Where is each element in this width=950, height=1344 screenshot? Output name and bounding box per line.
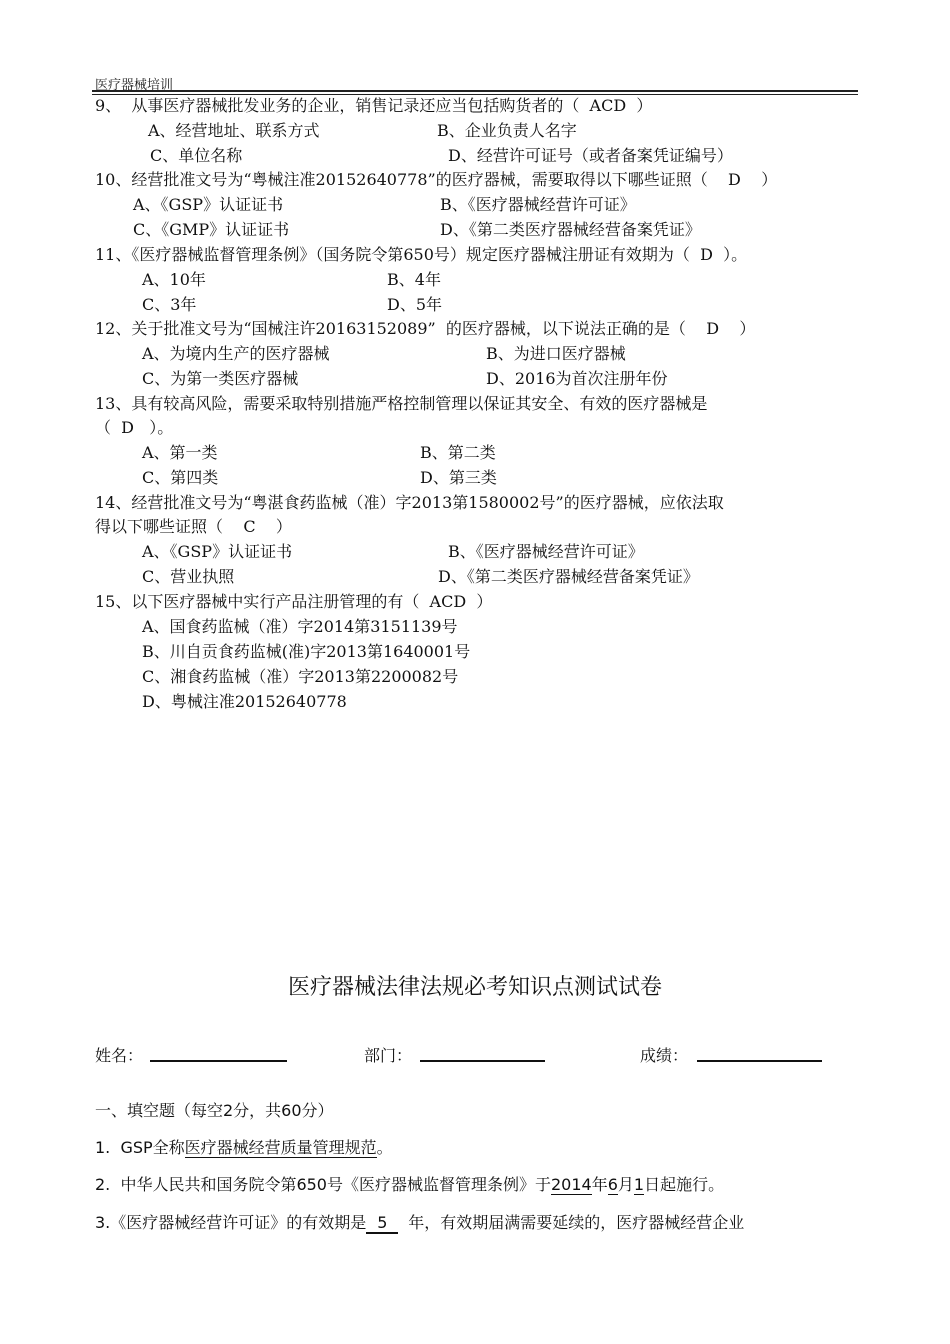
option-9b: B、企业负责人名字 — [437, 121, 577, 140]
dept-label: 部门： — [364, 1046, 413, 1065]
question-12: 12、关于批准文号为“国械注许20163152089” 的医疗器械，以下说法正确的是（ D ） — [95, 319, 756, 338]
option-11c: C、3年 — [142, 295, 197, 314]
header-rule-thin — [92, 94, 858, 95]
option-15b: B、川自贡食药监械(准)字2013第1640001号 — [142, 642, 471, 661]
question-13-cont: （ D ）。 — [95, 418, 174, 437]
q3-answer: 5 — [366, 1213, 398, 1234]
option-15a: A、国食药监械（准）字2014第3151139号 — [142, 617, 458, 636]
header-rule — [92, 90, 858, 92]
question-14-cont: 得以下哪些证照（ C ） — [95, 517, 292, 536]
q2-month-unit: 月 — [617, 1175, 634, 1194]
option-13c: C、第四类 — [142, 468, 219, 487]
option-11d: D、5年 — [387, 295, 443, 314]
q2-year: 2014 — [550, 1175, 592, 1194]
option-12a: A、为境内生产的医疗器械 — [142, 344, 330, 363]
option-13b: B、第二类 — [420, 443, 496, 462]
question-10: 10、经营批准文号为“粤械注准20152640778”的医疗器械，需要取得以下哪些证照（ D ） — [95, 170, 778, 189]
option-11a: A、10年 — [142, 270, 206, 289]
q3-suffix: 年，有效期届满需要延续的，医疗器械经营企业 — [408, 1213, 745, 1232]
q2-month: 6 — [607, 1175, 618, 1194]
option-14d: D、《第二类医疗器械经营备案凭证》 — [438, 567, 699, 586]
question-15: 15、以下医疗器械中实行产品注册管理的有（ ACD ） — [95, 592, 493, 611]
q2-day: 1 — [633, 1175, 645, 1194]
option-9d: D、经营许可证号（或者备案凭证编号） — [448, 146, 733, 165]
option-10c: C、《GMP》认证证书 — [133, 220, 290, 239]
option-12c: C、为第一类医疗器械 — [142, 369, 299, 388]
name-label: 姓名： — [95, 1046, 144, 1065]
option-15c: C、湘食药监械（准）字2013第2200082号 — [142, 667, 459, 686]
q1-prefix: 1. GSP全称 — [95, 1138, 185, 1157]
option-14b: B、《医疗器械经营许可证》 — [448, 542, 644, 561]
question-9: 9、 从事医疗器械批发业务的企业，销售记录还应当包括购货者的（ ACD ） — [95, 96, 653, 115]
dept-field[interactable] — [420, 1060, 545, 1062]
q2-year-unit: 年 — [591, 1175, 608, 1194]
option-14a: A、《GSP》认证证书 — [142, 542, 293, 561]
fill-question-2 — [95, 1172, 724, 1195]
option-14c: C、营业执照 — [142, 567, 235, 586]
q2-prefix: 2. 中华人民共和国务院令第650号《医疗器械监督管理条例》于 — [95, 1175, 551, 1194]
q2-suffix: 日起施行。 — [644, 1175, 725, 1194]
section-heading: 一、填空题（每空2分，共60分） — [95, 1101, 334, 1120]
q3-prefix: 3.《医疗器械经营许可证》的有效期是 — [95, 1213, 367, 1232]
question-14: 14、经营批准文号为“粤湛食药监械（准）字2013第1580002号”的医疗器械，应依法取 — [95, 493, 724, 512]
option-12d: D、2016为首次注册年份 — [486, 369, 668, 388]
option-10a: A、《GSP》认证证书 — [133, 195, 284, 214]
question-11: 11、《医疗器械监督管理条例》（国务院令第650号）规定医疗器械注册证有效期为（ D ）。 — [95, 245, 748, 264]
fill-question-1 — [95, 1135, 393, 1158]
option-13a: A、第一类 — [142, 443, 218, 462]
option-9a: A、经营地址、联系方式 — [148, 121, 320, 140]
q1-suffix: 。 — [376, 1138, 393, 1157]
name-field[interactable] — [150, 1060, 287, 1062]
score-label: 成绩： — [640, 1046, 689, 1065]
option-12b: B、为进口医疗器械 — [486, 344, 626, 363]
exam-title: 医疗器械法律法规必考知识点测试试卷 — [287, 975, 662, 1000]
option-11b: B、4年 — [387, 270, 441, 289]
running-header: 医疗器械培训 — [95, 78, 174, 93]
option-10d: D、《第二类医疗器械经营备案凭证》 — [440, 220, 701, 239]
question-13: 13、具有较高风险，需要采取特别措施严格控制管理以保证其安全、有效的医疗器械是 — [95, 394, 708, 413]
q1-answer: 医疗器械经营质量管理规范 — [184, 1138, 377, 1157]
option-9c: C、单位名称 — [150, 146, 243, 165]
option-15d: D、粤械注准20152640778 — [142, 692, 347, 711]
option-13d: D、第三类 — [420, 468, 497, 487]
fill-question-3 — [95, 1210, 744, 1234]
option-10b: B、《医疗器械经营许可证》 — [440, 195, 636, 214]
score-field[interactable] — [697, 1060, 822, 1062]
